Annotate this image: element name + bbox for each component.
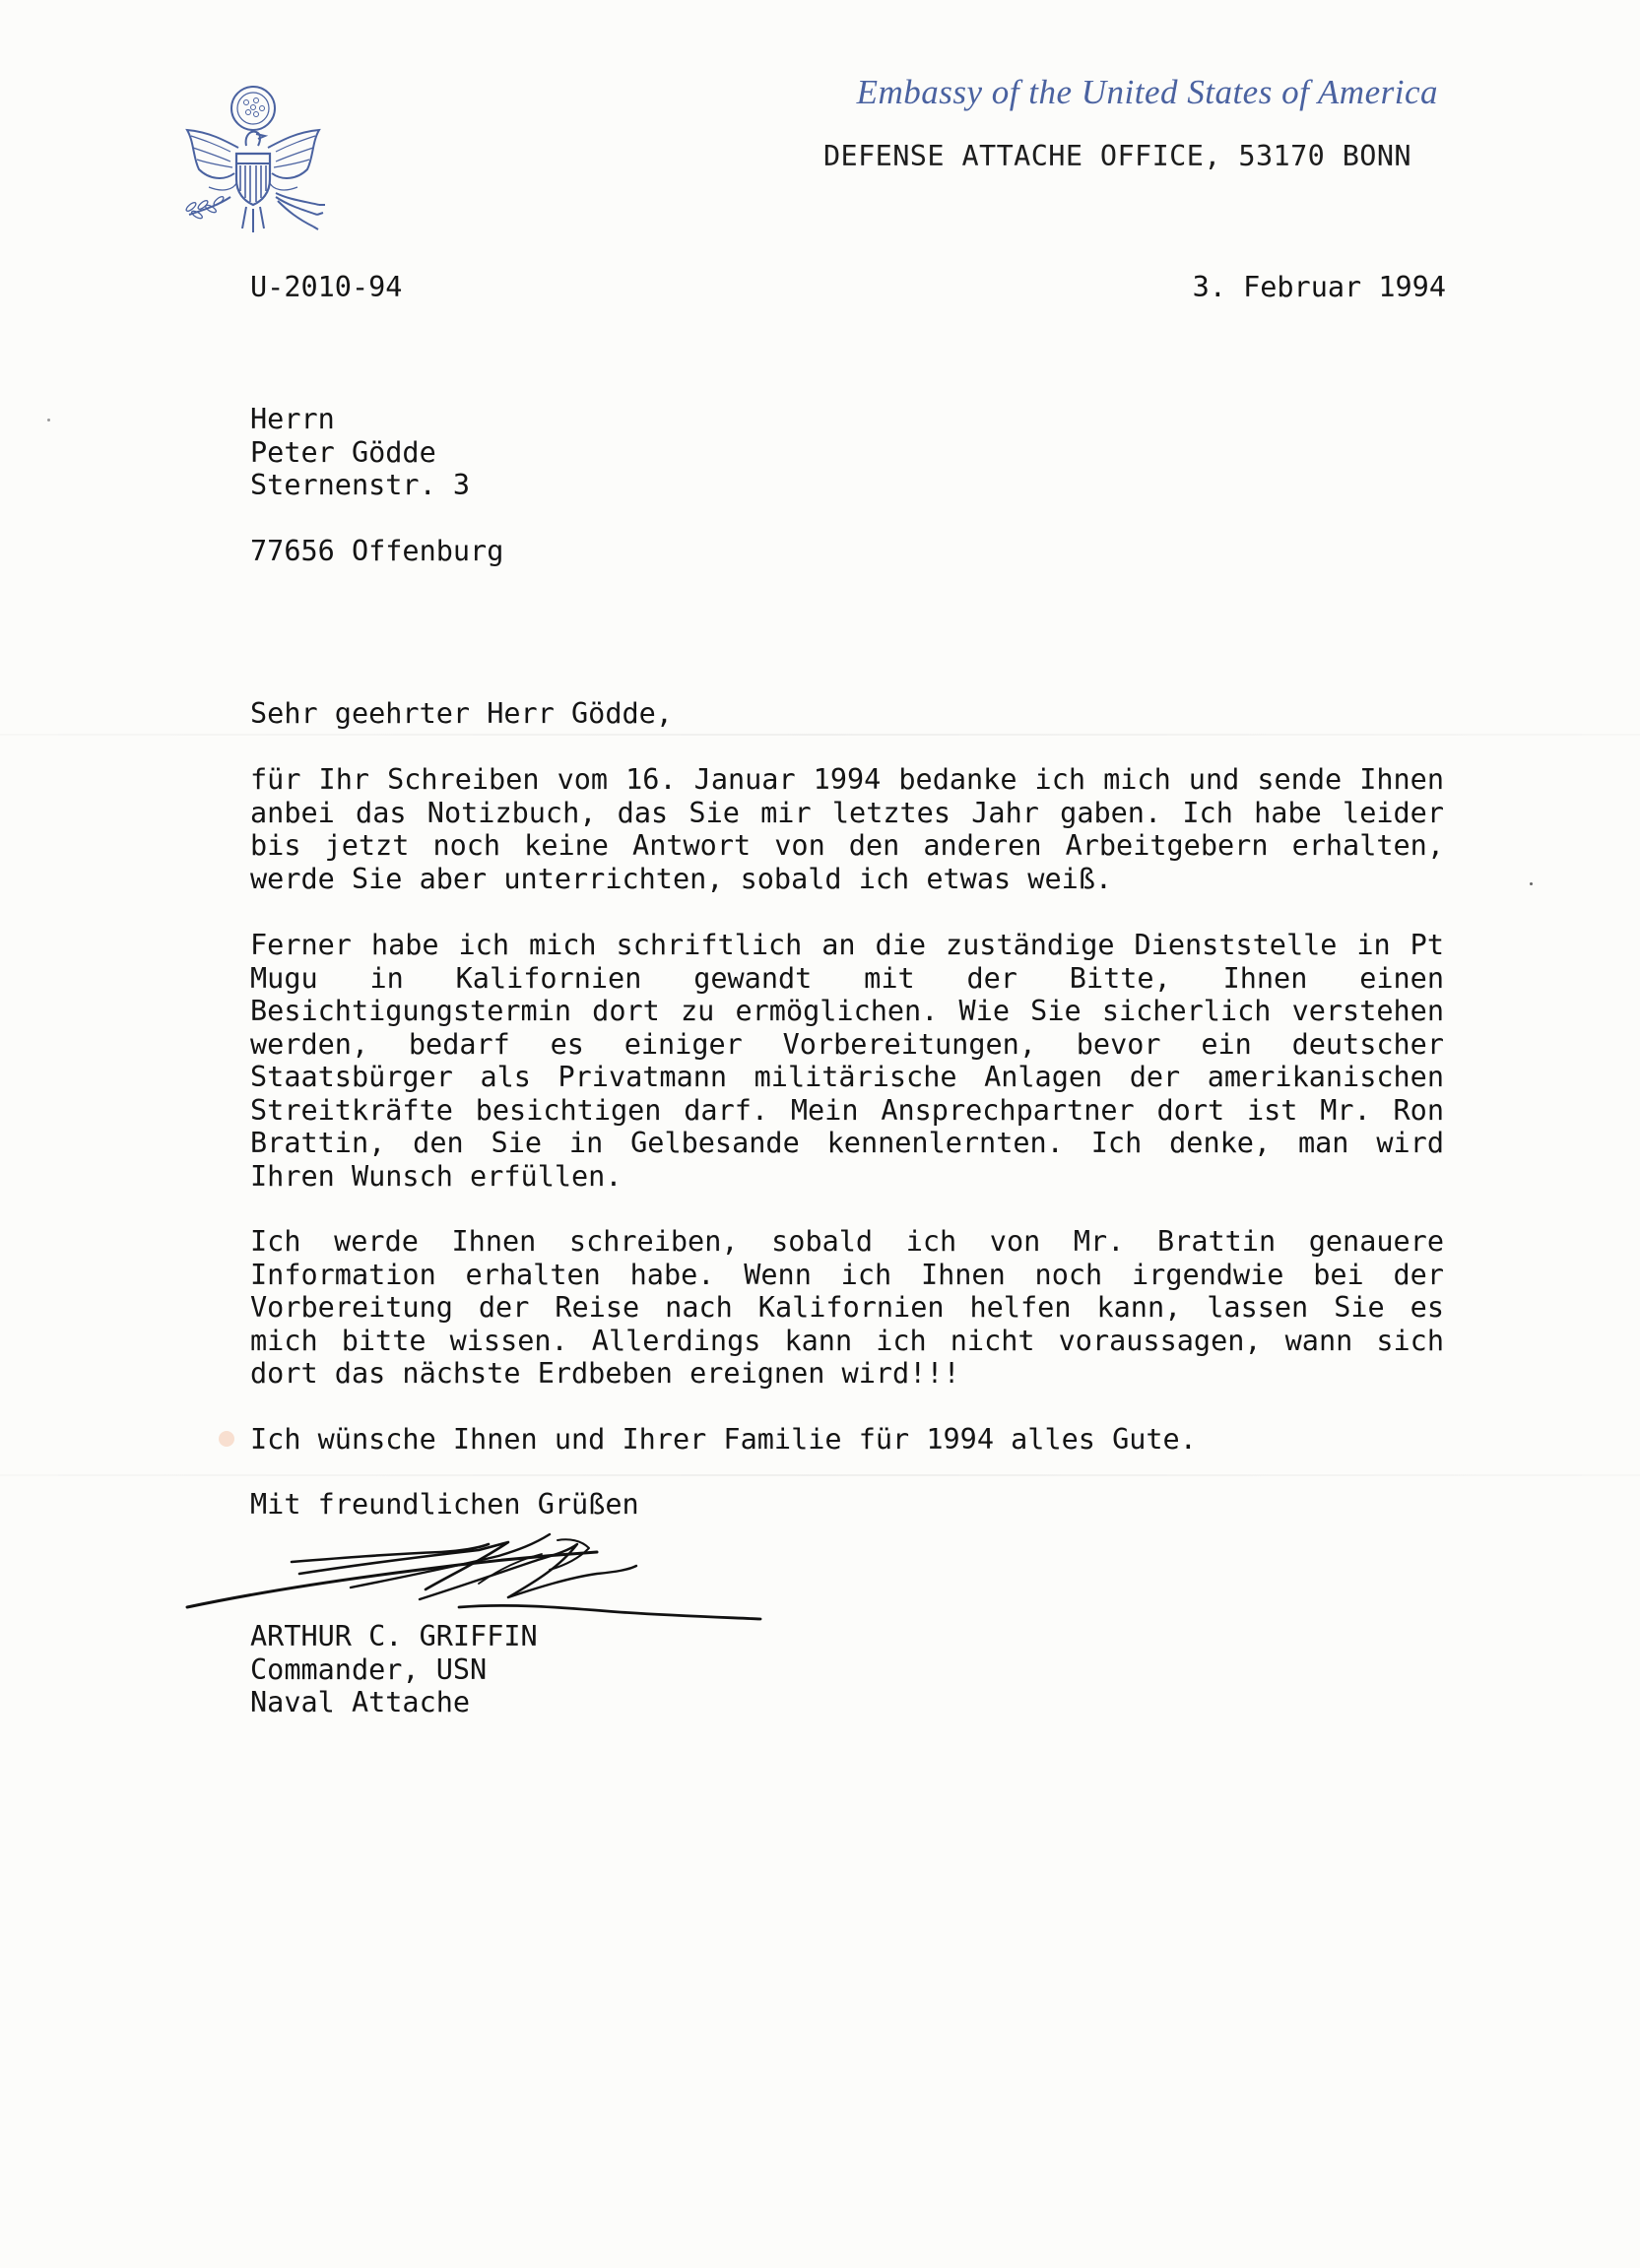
- paper-speck: [1530, 882, 1533, 885]
- recipient-name: Peter Gödde: [250, 435, 436, 469]
- recipient-salutation-line: Herrn: [250, 403, 335, 435]
- body-paragraph: für Ihr Schreiben vom 16. Januar 1994 bedanke ich mich und sende Ihnen anbei das Notizbuch, das Sie mir letztes Jahr gaben. Ich habe leider bis jetzt noch keine Antwort von den anderen Arbeitgebern erhalten, werde Sie aber unterrichten, sobald ich etwas weiß.: [250, 763, 1444, 895]
- signer-name: ARTHUR C. GRIFFIN: [250, 1620, 538, 1652]
- embassy-name: Embassy of the United States of America: [856, 73, 1438, 111]
- great-seal-eagle-icon: [169, 71, 337, 248]
- signer-rank: Commander, USN: [250, 1652, 488, 1686]
- signature-block: [250, 1620, 538, 1719]
- paper-stain: [219, 1431, 234, 1447]
- paper-fold: [0, 734, 1640, 736]
- body-paragraph: Ich werde Ihnen schreiben, sobald ich von Mr. Brattin genauere Information erhalten habe. Wenn ich Ihnen noch irgendwie bei der Vorbereitung der Reise nach Kalifornien helfen kann, lassen Sie es mich bitte wissen. Allerdings kann ich nicht voraussagen, wann sich dort das nächste Erdbeben ereignen wird!!!: [250, 1225, 1444, 1390]
- office-address: DEFENSE ATTACHE OFFICE, 53170 BONN: [823, 140, 1411, 172]
- handwritten-signature: [183, 1505, 764, 1633]
- recipient-city: 77656 Offenburg: [250, 534, 504, 567]
- recipient-street: Sternenstr. 3: [250, 469, 471, 501]
- salutation: Sehr geehrter Herr Gödde,: [250, 697, 673, 730]
- body-paragraph: Ferner habe ich mich schriftlich an die zuständige Dienststelle in Pt Mugu in Kalifornien gewandt mit der Bitte, Ihnen einen Besichtigungstermin dort zu ermöglichen. Wie Sie sicherlich verstehen werden, bedarf es einiger Vorbereitungen, bevor ein deutscher Staatsbürger als Privatmann militärische Anlagen der amerikanischen Streitkräfte besichtigen darf. Mein Ansprechpartner dort ist Mr. Ron Brattin, den Sie in Gelbesande kennenlernten. Ich denke, man wird Ihren Wunsch erfüllen.: [250, 929, 1444, 1193]
- body-paragraph: Ich wünsche Ihnen und Ihrer Familie für 1994 alles Gute.: [250, 1423, 1197, 1456]
- recipient-address: [250, 403, 503, 567]
- signer-title: Naval Attache: [250, 1686, 471, 1718]
- closing: Mit freundlichen Grüßen: [250, 1488, 639, 1521]
- letter-date: 3. Februar 1994: [1192, 271, 1446, 303]
- reference-number: U-2010-94: [250, 271, 403, 303]
- paper-speck: [47, 419, 50, 421]
- paper-fold: [0, 1474, 1640, 1476]
